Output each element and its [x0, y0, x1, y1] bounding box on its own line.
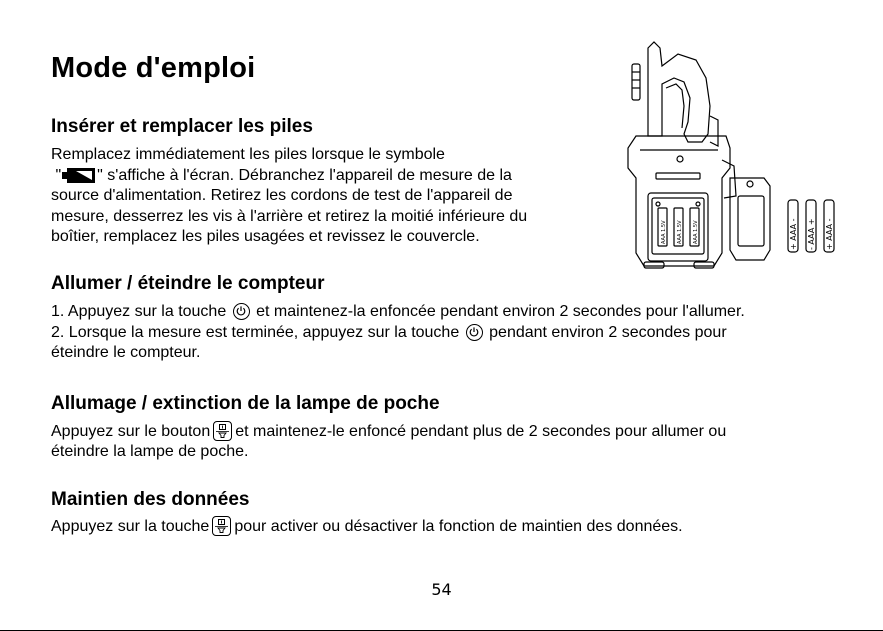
power-icon: [466, 324, 483, 341]
page-title: Mode d'emploi: [51, 52, 256, 84]
text-line: boîtier, remplacez les piles usagées et revissez le couvercle.: [51, 228, 480, 245]
section-heading-flashlight: Allumage / extinction de la lampe de poche: [51, 393, 440, 414]
section-heading-hold: Maintien des données: [51, 489, 250, 510]
text-fragment: et maintenez-la enfoncée pendant environ 2 secondes pour l'allumer.: [256, 303, 745, 320]
text-fragment: Appuyez sur la touche: [51, 518, 210, 535]
text-fragment: ": [55, 166, 62, 184]
battery-label: - AAA +: [807, 218, 816, 250]
text-line: source d'alimentation. Retirez les cordons de test de l'appareil de: [51, 187, 513, 204]
hold-light-button-icon: [212, 516, 231, 536]
text-fragment: et maintenez-le enfoncé pendant plus de 2 secondes pour allumer ou: [235, 423, 727, 440]
text-fragment: pendant environ 2 secondes pour: [489, 323, 727, 341]
section-heading-batteries: Insérer et remplacer les piles: [51, 116, 313, 137]
text-line: [51, 166, 527, 187]
text-line: Remplacez immédiatement les piles lorsque le symbole: [51, 146, 445, 163]
cell-label: AAA 1.5V: [661, 220, 667, 244]
low-battery-icon: [62, 168, 96, 183]
text-fragment: pour activer ou désactiver la fonction de maintien des données.: [234, 518, 683, 535]
section-body-hold: [51, 516, 683, 537]
list-item: [51, 323, 745, 344]
page-number: 54: [431, 580, 452, 599]
text-line: éteindre la lampe de poche.: [51, 442, 249, 460]
battery-label: + AAA -: [789, 218, 798, 250]
text-fragment: Appuyez sur le bouton: [51, 423, 211, 440]
text-line: éteindre le compteur.: [51, 344, 201, 361]
text-line: [51, 516, 683, 537]
text-fragment: 1. Appuyez sur la touche: [51, 303, 227, 320]
text-fragment: " s'affiche à l'écran. Débranchez l'appareil de mesure de la: [97, 166, 512, 184]
battery-label: + AAA -: [825, 218, 834, 250]
section-body-flashlight: [51, 421, 726, 462]
power-icon: [233, 303, 250, 320]
list-item: [51, 302, 745, 323]
hold-light-button-icon: [213, 421, 232, 441]
text-fragment: 2. Lorsque la mesure est terminée, appuyez sur la touche: [51, 323, 460, 341]
cell-label: AAA 1.5V: [693, 220, 699, 244]
section-body-power: [51, 302, 745, 364]
section-heading-power: Allumer / éteindre le compteur: [51, 273, 325, 294]
text-line: [51, 421, 726, 442]
text-line: mesure, desserrez les vis à l'arrière et retirez la moitié inférieure du: [51, 207, 528, 225]
clamp-meter-battery-illustration: [618, 38, 863, 278]
cell-label: AAA 1.5V: [677, 220, 683, 244]
section-body-batteries: [51, 145, 527, 248]
